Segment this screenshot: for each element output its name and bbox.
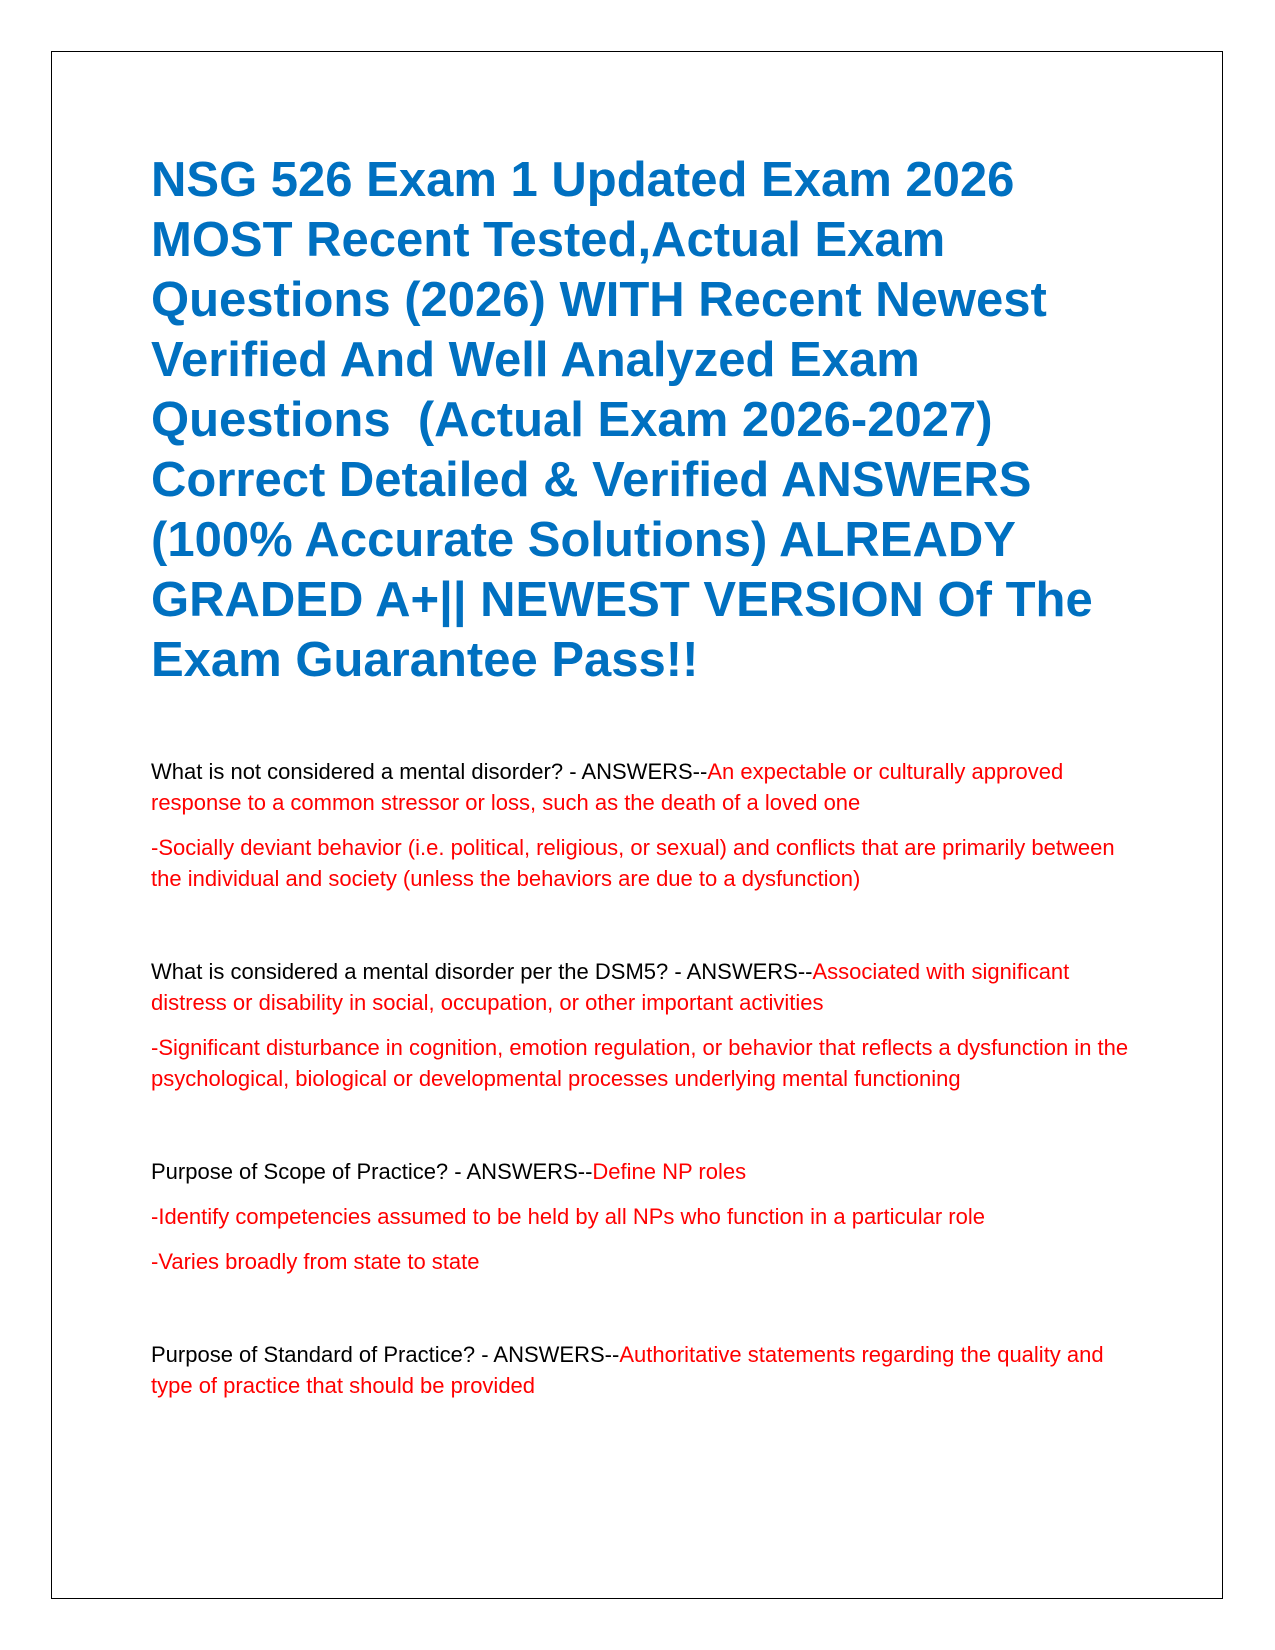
title-line: (100% Accurate Solutions) ALREADY <box>151 513 1016 567</box>
qa-item <box>151 956 1151 1094</box>
answer-extra: -Identify competencies assumed to be held by all NPs who function in a particular role <box>151 1204 985 1229</box>
question-text: Purpose of Standard of Practice? <box>151 1342 476 1367</box>
title-line: Questions (2026) WITH Recent Newest <box>151 273 1047 327</box>
qa-question-line <box>151 1156 1151 1187</box>
answer-extra: -Significant disturbance in cognition, emotion regulation, or behavior that reflects a dysfunction in the psychological, biological or developmental processes underlying mental functioning <box>151 1035 1129 1091</box>
answers-separator: - ANSWERS-- <box>475 1342 620 1367</box>
answers-separator: - ANSWERS-- <box>668 959 813 984</box>
page-content <box>151 150 1151 1463</box>
document-title <box>151 150 1151 690</box>
title-line: MOST Recent Tested,Actual Exam <box>151 213 946 267</box>
answer-extra: -Socially deviant behavior (i.e. political, religious, or sexual) and conflicts that are primarily between the individual and society (unless the behaviors are due to a dysfunction) <box>151 835 1115 891</box>
answer-text: An expectable or culturally approved response to a common stressor or loss, such as the death of a loved one <box>151 759 1064 815</box>
qa-item <box>151 1156 1151 1277</box>
answer-text: Authoritative statements regarding the quality and type of practice that should be provided <box>151 1342 1104 1398</box>
answers-separator: - ANSWERS-- <box>563 759 708 784</box>
qa-question-line <box>151 1339 1151 1401</box>
qa-item <box>151 1339 1151 1401</box>
answers-separator: - ANSWERS-- <box>448 1159 593 1184</box>
qa-item <box>151 756 1151 894</box>
title-line: Verified And Well Analyzed Exam <box>151 333 920 387</box>
answer-text: Associated with significant distress or disability in social, occupation, or other important activities <box>151 959 1070 1015</box>
title-line: Correct Detailed & Verified ANSWERS <box>151 453 1032 507</box>
title-line: GRADED A+|| NEWEST VERSION Of The <box>151 573 1093 627</box>
title-line: Questions (Actual Exam 2026-2027) <box>151 393 993 447</box>
answer-extra: -Varies broadly from state to state <box>151 1249 480 1274</box>
qa-list <box>151 756 1151 1401</box>
answer-text: Define NP roles <box>592 1159 747 1184</box>
title-line: NSG 526 Exam 1 Updated Exam 2026 <box>151 153 1015 207</box>
qa-question-line <box>151 956 1151 1018</box>
question-text: What is considered a mental disorder per the DSM5? <box>151 959 669 984</box>
question-text: Purpose of Scope of Practice? <box>151 1159 449 1184</box>
qa-question-line <box>151 756 1151 818</box>
title-line: Exam Guarantee Pass!! <box>151 633 699 687</box>
question-text: What is not considered a mental disorder? <box>151 759 564 784</box>
